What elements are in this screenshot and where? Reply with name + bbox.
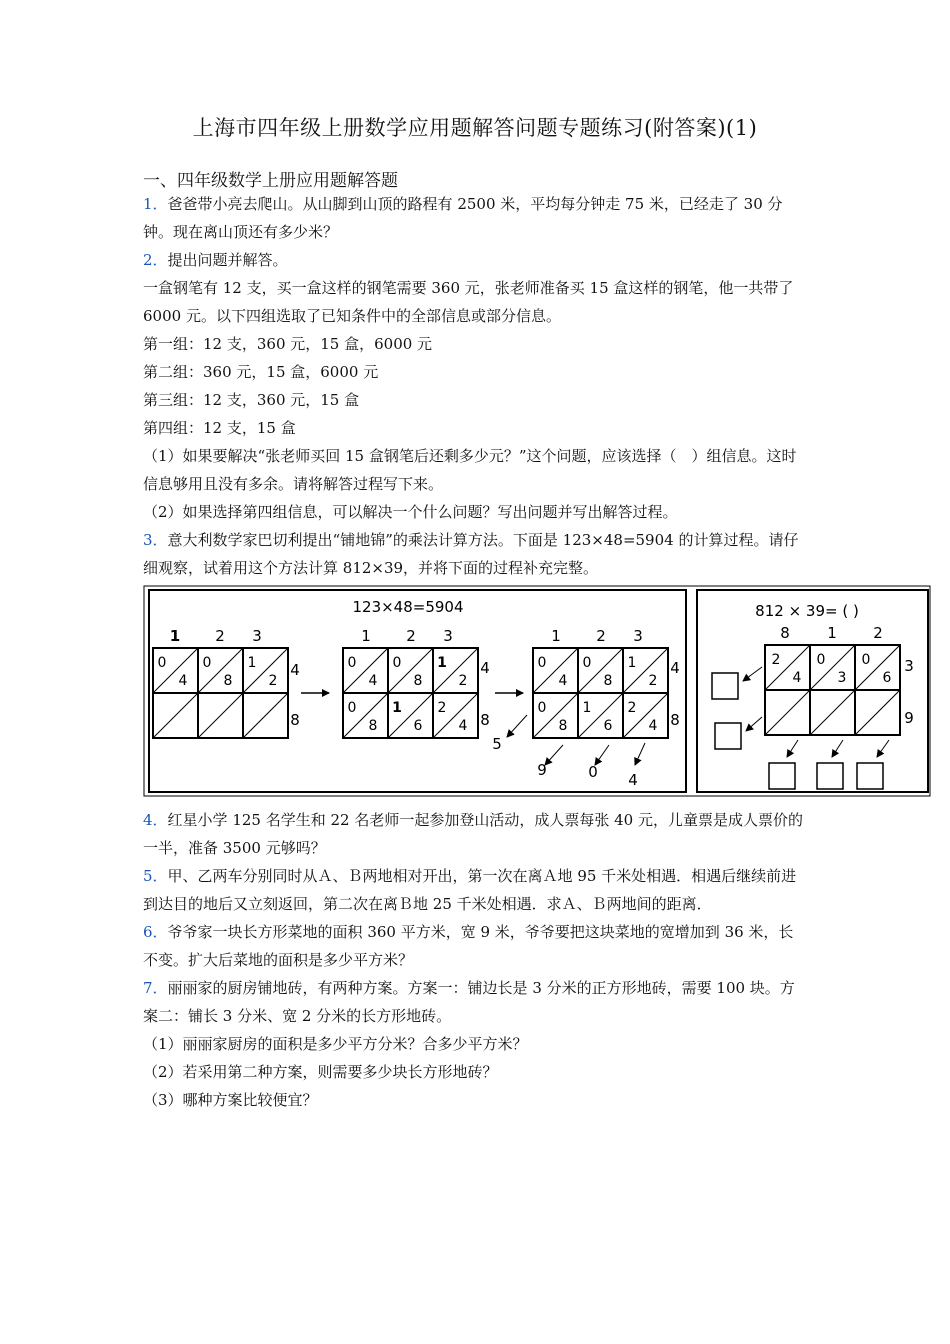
diagonal-arrow — [595, 745, 609, 765]
side-digit: 8 — [480, 711, 490, 729]
left-panel-border — [149, 590, 686, 792]
side-digit: 9 — [904, 709, 914, 727]
grid-812x39 — [712, 624, 914, 789]
answer-box[interactable] — [715, 723, 741, 749]
cell-tens: 0 — [861, 652, 871, 668]
top-digit: 3 — [252, 627, 262, 645]
cell-tens: 1 — [582, 700, 592, 716]
answer-box[interactable] — [857, 763, 883, 789]
group-1: 第一组：12 支，360 元，15 盒，6000 元 — [143, 335, 433, 353]
question-number: 1． — [143, 195, 168, 213]
cell-diagonal — [243, 693, 288, 738]
diagonal-arrow — [746, 717, 762, 731]
cell-ones: 2 — [648, 673, 658, 689]
cell-ones: 8 — [603, 673, 613, 689]
cell-tens: 0 — [537, 655, 547, 671]
group-2: 第二组：360 元，15 盒，6000 元 — [143, 363, 379, 381]
diagonal-arrow — [787, 740, 798, 757]
question-number: 3． — [143, 531, 168, 549]
group-4: 第四组：12 支，15 盒 — [143, 419, 296, 437]
cell-tens: 0 — [202, 655, 212, 671]
question-number: 5． — [143, 867, 168, 885]
page-title: 上海市四年级上册数学应用题解答问题专题练习(附答案)(1) — [192, 116, 758, 140]
cell-ones: 4 — [178, 673, 188, 689]
cell-diagonal — [765, 690, 810, 735]
question-number: 2． — [143, 251, 168, 269]
side-digit: 4 — [480, 659, 490, 677]
diagonal-arrow — [635, 743, 645, 765]
top-digit: 2 — [873, 624, 883, 642]
question-1 — [143, 190, 808, 246]
cell-tens: 0 — [582, 655, 592, 671]
question-5 — [143, 862, 808, 918]
question-text: 甲、乙两车分别同时从Ａ、Ｂ两地相对开出，第一次在离Ａ地 95 千米处相遇．相遇后继续前进到达目的地后又立刻返回，第二次在离Ｂ地 25 千米处相遇．求Ａ、Ｂ两地间的距离． — [143, 867, 797, 913]
subquestion-1: （1）如果要解决“张老师买回 15 盒钢笔后还剩多少元？”这个问题，应该选择（ ）组信息。这时信息够用且没有多余。请将解答过程写下来。 — [143, 447, 797, 493]
side-digit: 3 — [904, 657, 914, 675]
side-digit: 4 — [290, 661, 300, 679]
cell-tens: 1 — [627, 655, 637, 671]
cell-tens: 0 — [392, 655, 402, 671]
cell-ones: 4 — [558, 673, 568, 689]
question-7 — [143, 974, 808, 1030]
cell-ones: 2 — [458, 673, 468, 689]
grid-3 — [492, 627, 680, 789]
right-title: 812 × 39= ( ) — [755, 602, 859, 620]
questions-4-7 — [143, 806, 808, 1114]
cell-tens: 0 — [347, 655, 357, 671]
section-heading: 一、四年级数学上册应用题解答题 — [143, 171, 398, 191]
top-digit: 3 — [633, 627, 643, 645]
question-4 — [143, 806, 808, 862]
answer-box[interactable] — [712, 673, 738, 699]
cell-diagonal — [153, 693, 198, 738]
diagonal-arrow — [877, 740, 889, 757]
side-digit: 8 — [290, 711, 300, 729]
result-digit: 5 — [492, 735, 502, 753]
cell-tens: 2 — [627, 700, 637, 716]
cell-tens: 1 — [437, 655, 447, 671]
diagonal-arrow — [743, 667, 762, 681]
cell-ones: 8 — [413, 673, 423, 689]
subquestion-1: （1）丽丽家厨房的面积是多少平方分米？合多少平方米？ — [143, 1035, 528, 1053]
cell-diagonal — [198, 693, 243, 738]
cell-tens: 1 — [247, 655, 257, 671]
subquestion-3: （3）哪种方案比较便宜？ — [143, 1091, 318, 1109]
group-3: 第三组：12 支，360 元，15 盒 — [143, 391, 360, 409]
side-digit: 8 — [670, 711, 680, 729]
cell-ones: 8 — [223, 673, 233, 689]
answer-box[interactable] — [769, 763, 795, 789]
cell-tens: 0 — [816, 652, 826, 668]
subquestion-2: （2）若采用第二种方案，则需要多少块长方形地砖？ — [143, 1063, 498, 1081]
cell-tens: 2 — [437, 700, 447, 716]
question-2 — [143, 246, 808, 274]
side-digit: 4 — [670, 659, 680, 677]
diagonal-arrow — [545, 745, 563, 765]
cell-ones: 8 — [558, 718, 568, 734]
top-digit: 2 — [596, 627, 606, 645]
question-text: 意大利数学家巴切利提出“铺地锦”的乘法计算方法。下面是 123×48=5904 的计算过程。请仔细观察，试着用这个方法计算 812×39，并将下面的过程补充完整。 — [143, 531, 799, 577]
diagonal-arrow — [832, 740, 843, 757]
cell-diagonal — [810, 690, 855, 735]
subquestion-2: （2）如果选择第四组信息，可以解决一个什么问题？写出问题并写出解答过程。 — [143, 503, 678, 521]
cell-ones: 6 — [882, 670, 892, 686]
question-text: 红星小学 125 名学生和 22 名老师一起参加登山活动，成人票每张 40 元，儿童票是成人票价的一半，准备 3500 元够吗？ — [143, 811, 803, 857]
cell-ones: 4 — [458, 718, 468, 734]
result-digit: 0 — [588, 763, 598, 781]
question-6 — [143, 918, 808, 974]
result-digit: 9 — [537, 761, 547, 779]
grid-2 — [343, 627, 490, 738]
top-digit: 8 — [780, 624, 790, 642]
top-digit: 2 — [215, 627, 225, 645]
cell-ones: 6 — [413, 718, 423, 734]
top-digit: 1 — [361, 627, 371, 645]
cell-tens: 0 — [157, 655, 167, 671]
cell-ones: 8 — [368, 718, 378, 734]
question-number: 6． — [143, 923, 168, 941]
cell-tens: 0 — [347, 700, 357, 716]
question-2-description: 一盒钢笔有 12 支，买一盒这样的钢笔需要 360 元，张老师准备买 15 盒这样的钢笔，他一共带了 6000 元。以下四组选取了已知条件中的全部信息或部分信息。 — [143, 279, 794, 325]
question-number: 4． — [143, 811, 168, 829]
answer-box[interactable] — [817, 763, 843, 789]
cell-ones: 4 — [792, 670, 802, 686]
grid-1 — [153, 627, 300, 738]
cell-tens: 0 — [537, 700, 547, 716]
question-text: 提出问题并解答。 — [167, 251, 288, 269]
question-text: 爷爷家一块长方形菜地的面积 360 平方米，宽 9 米，爷爷要把这块菜地的宽增加到 36 米，长不变。扩大后菜地的面积是多少平方米？ — [143, 923, 794, 969]
question-text: 爸爸带小亮去爬山。从山脚到山顶的路程有 2500 米，平均每分钟走 75 米，已经走了 30 分钟。现在离山顶还有多少米？ — [143, 195, 783, 241]
result-digit: 4 — [628, 771, 638, 789]
cell-ones: 3 — [837, 670, 847, 686]
top-digit: 1 — [551, 627, 561, 645]
top-digit: 1 — [169, 627, 181, 645]
cell-ones: 4 — [648, 718, 658, 734]
top-digit: 1 — [827, 624, 837, 642]
top-digit: 2 — [406, 627, 416, 645]
top-digit: 3 — [443, 627, 453, 645]
diagonal-arrow — [507, 715, 527, 737]
cell-ones: 4 — [368, 673, 378, 689]
question-number: 7． — [143, 979, 168, 997]
cell-tens: 2 — [771, 652, 781, 668]
question-text: 丽丽家的厨房铺地砖，有两种方案。方案一：铺边长是 3 分米的正方形地砖，需要 100 块。方案二：铺长 3 分米、宽 2 分米的长方形地砖。 — [143, 979, 795, 1025]
question-3 — [143, 526, 808, 582]
left-title: 123×48=5904 — [352, 598, 464, 616]
lattice-multiplication-figure — [143, 585, 931, 797]
cell-tens: 1 — [392, 700, 402, 716]
cell-ones: 2 — [268, 673, 278, 689]
cell-ones: 6 — [603, 718, 613, 734]
questions-1-3 — [143, 190, 808, 582]
cell-diagonal — [855, 690, 900, 735]
